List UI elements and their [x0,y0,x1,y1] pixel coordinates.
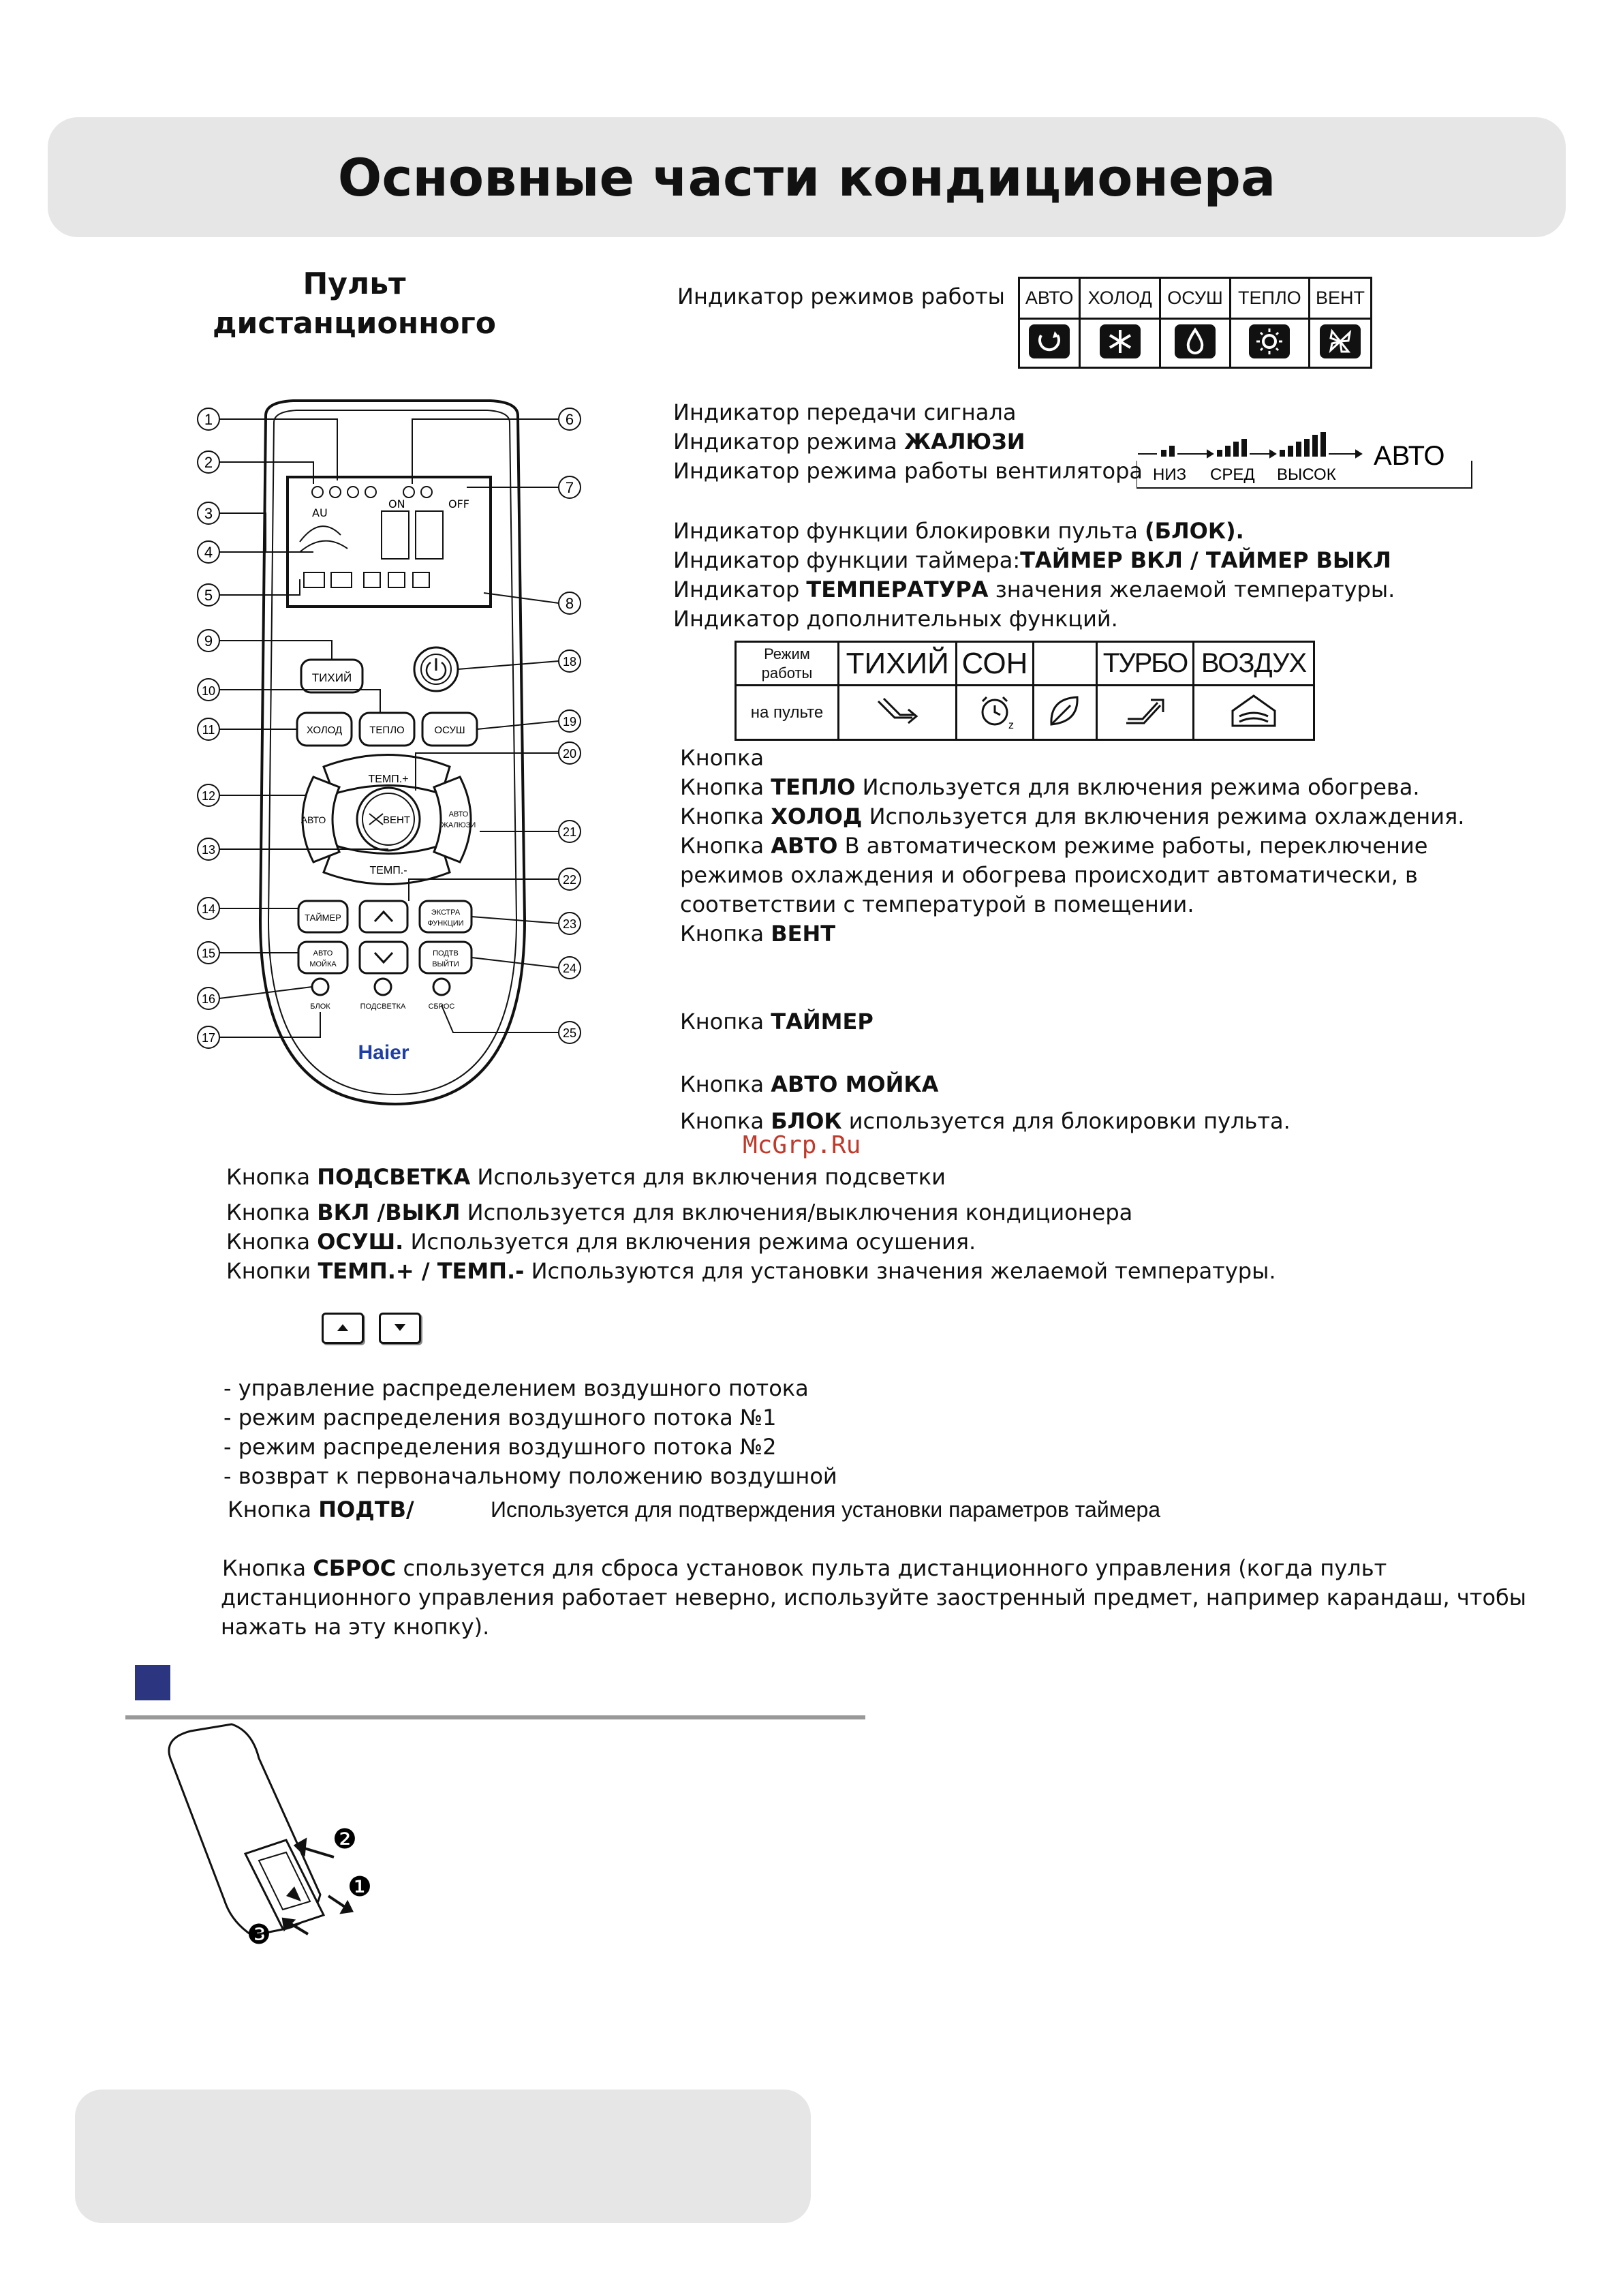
watermark: McGrp.Ru [743,1131,861,1159]
autowash-description: Кнопка АВТО МОЙКА [680,1071,939,1097]
section-marker [135,1665,170,1700]
fan-description: Кнопка ВЕНТ [680,921,836,947]
lock-indicator-text: Индикатор функции блокировки пульта (БЛОК). [673,518,1244,544]
sun-icon [1248,323,1291,360]
mode-heat: ТЕПЛО [1230,278,1309,319]
remote-control-drawing [184,388,606,1124]
callout-18: 18 [562,655,577,669]
up-key-icon [322,1313,364,1344]
extra-row1-label: Режим работы [736,642,839,686]
svg-text:ЖАЛЮЗИ: ЖАЛЮЗИ [441,821,476,829]
callout-12: 12 [201,789,216,803]
backlight-description: Кнопка ПОДСВЕТКА Используется для включения подсветки [226,1164,946,1190]
dry-description: Кнопка ОСУШ. Используется для включения режима осушения. [226,1229,976,1255]
down-key-icon [379,1313,421,1344]
extra-mode-quiet: ТИХИЙ [839,642,957,686]
svg-text:ВЕНТ: ВЕНТ [382,814,411,826]
air-flow-line2: - режим распределения воздушного потока №1 [223,1405,777,1430]
svg-text:ПОДТВ: ПОДТВ [433,949,459,958]
mode-cool: ХОЛОД [1080,278,1160,319]
svg-text:ВЫЙТИ: ВЫЙТИ [432,960,459,968]
snowflake-icon [1098,323,1142,360]
svg-text:АВТО: АВТО [448,810,469,818]
svg-text:МОЙКА: МОЙКА [309,960,337,968]
callout-3: 3 [204,505,213,522]
auto-description: Кнопка АВТО В автоматическом режиме работы, переключение [680,833,1428,859]
svg-text:ЭКСТРА: ЭКСТРА [431,908,461,917]
callout-25: 25 [562,1026,577,1040]
step-1-marker: ❶ [347,1871,372,1903]
turbo-arrow-icon [1118,690,1173,731]
mode-auto: АВТО [1019,278,1080,319]
reset-description: Кнопка СБРОС спользуется для сброса установок пульта дистанционного управления (когда пульт [222,1555,1387,1581]
extra-indicator-text: Индикатор дополнительных функций. [673,606,1118,632]
svg-text:ON: ON [388,498,405,510]
confirm-description: Кнопка ПОДТВ/ [228,1497,414,1522]
callout-17: 17 [201,1031,216,1045]
svg-text:НИЗ: НИЗ [1153,465,1187,484]
callout-14: 14 [201,902,216,916]
svg-text:АВТО: АВТО [1374,441,1445,471]
svg-text:ВЫСОК: ВЫСОК [1277,465,1336,484]
drop-icon [1173,323,1217,360]
mode-dry: ОСУШ [1160,278,1231,319]
mode-fan: ВЕНТ [1309,278,1371,319]
heat-description: Кнопка ТЕПЛО Используется для включения режима обогрева. [680,774,1420,800]
svg-text:ТЕМП.+: ТЕМП.+ [368,774,409,785]
mode-indicator-label: Индикатор режимов работы [677,284,1005,309]
remote-title-line1: Пульт [303,266,406,301]
svg-text:АВТО: АВТО [313,949,333,958]
auto-description-line2: режимов охлаждения и обогрева происходит автоматически, в [680,862,1418,888]
callout-11: 11 [202,723,215,737]
button-generic-text: Кнопка [680,745,764,771]
confirm-button[interactable] [420,942,472,973]
mode-indicator-table [1018,277,1372,369]
step-3-marker: ❸ [247,1919,271,1950]
callout-16: 16 [201,992,216,1006]
backlight-button[interactable] [375,979,391,995]
callout-15: 15 [201,947,216,960]
svg-text:OFF: OFF [448,498,469,510]
louver-indicator-text: Индикатор режима ЖАЛЮЗИ [673,429,1025,455]
air-flow-line3: - режим распределения воздушного потока №2 [223,1434,777,1460]
fan-icon [1318,323,1362,360]
svg-text:ТАЙМЕР: ТАЙМЕР [305,913,341,923]
air-flow-line4: - возврат к первоначальному положению воздушной [223,1463,837,1489]
svg-text:СРЕД: СРЕД [1210,465,1255,484]
extra-mode-empty [1033,642,1096,686]
down-arrow-button[interactable] [360,942,407,973]
svg-text:СБРОС: СБРОС [428,1002,455,1011]
confirm-description-text: Используется для подтверждения установки параметров таймера [491,1497,1161,1522]
callout-24: 24 [562,962,577,975]
quiet-button-label: ТИХИЙ [311,671,352,684]
callout-8: 8 [565,595,574,612]
auto-cycle-icon [1027,323,1071,360]
cool-description: Кнопка ХОЛОД Используется для включения режима охлаждения. [680,803,1465,829]
extra-mode-sleep: СОН [957,642,1033,686]
page-title: Основные части кондиционера [337,147,1276,208]
fan-speed-diagram [1137,431,1484,492]
svg-text:ПОДСВЕТКА: ПОДСВЕТКА [360,1002,406,1011]
bottom-panel [75,2090,811,2223]
quiet-arrow-icon [870,690,925,731]
callout-13: 13 [201,843,216,857]
callout-21: 21 [562,825,577,839]
callout-10: 10 [201,684,216,698]
house-air-icon [1223,690,1284,731]
svg-text:ФУНКЦИИ: ФУНКЦИИ [427,919,464,928]
temp-buttons-description: Кнопки ТЕМП.+ / ТЕМП.- Используются для установки значения желаемой температуры. [226,1258,1276,1284]
reset-description-line3: нажать на эту кнопку). [221,1614,490,1640]
svg-text:z: z [1008,720,1014,731]
svg-text:ТЕМП.-: ТЕМП.- [369,865,407,876]
leaf-icon [1038,690,1092,731]
timer-description: Кнопка ТАЙМЕР [680,1009,874,1035]
svg-text:БЛОК: БЛОК [310,1002,330,1011]
callout-7: 7 [565,479,574,496]
auto-description-line3: соответствии с температурой в помещении. [680,891,1194,917]
reset-button[interactable] [433,979,450,995]
lock-button[interactable] [312,979,328,995]
extra-mode-air: ВОЗДУХ [1194,642,1314,686]
timer-indicator-text: Индикатор функции таймера:ТАЙМЕР ВКЛ / ТАЙМЕР ВЫКЛ [673,547,1391,573]
extra-mode-turbo: ТУРБО [1096,642,1193,686]
callout-19: 19 [562,715,577,729]
svg-text:ОСУШ: ОСУШ [434,724,465,736]
extra-functions-button[interactable] [420,901,472,932]
fan-speed-indicator-text: Индикатор режима работы вентилятора [673,458,1143,484]
power-description: Кнопка ВКЛ /ВЫКЛ Используется для включения/выключения кондиционера [226,1199,1133,1225]
brand-logo: Haier [358,1041,409,1064]
callout-2: 2 [204,454,213,471]
callout-1: 1 [204,411,213,428]
temperature-indicator-text: Индикатор ТЕМПЕРАТУРА значения желаемой температуры. [673,577,1395,602]
svg-text:ХОЛОД: ХОЛОД [306,724,343,736]
callout-22: 22 [562,873,577,887]
air-flow-line1: - управление распределением воздушного потока [223,1375,809,1401]
autowash-button[interactable] [298,942,347,973]
svg-text:ТЕПЛО: ТЕПЛО [369,724,405,736]
up-arrow-button[interactable] [360,901,407,932]
callout-4: 4 [204,544,213,561]
svg-text:AU: AU [312,506,328,519]
reset-description-line2: дистанционного управления работает неверно, используйте заостренный предмет, например карандаш, чтобы [221,1585,1527,1610]
step-2-marker: ❷ [333,1824,357,1855]
callout-23: 23 [562,917,577,931]
callout-20: 20 [562,747,577,761]
remote-title [170,264,538,343]
extra-functions-table [735,641,1315,741]
battery-cover-illustration [150,1717,422,1963]
signal-indicator-text: Индикатор передачи сигнала [673,399,1017,425]
svg-text:АВТО: АВТО [300,814,326,825]
lock-description: Кнопка БЛОК используется для блокировки пульта. [680,1108,1290,1134]
extra-row2-label: на пульте [736,686,839,740]
callout-6: 6 [565,411,574,428]
callout-5: 5 [204,587,213,604]
alarm-clock-icon [968,690,1022,731]
callout-9: 9 [204,632,213,649]
remote-title-line2: дистанционного [213,306,496,341]
